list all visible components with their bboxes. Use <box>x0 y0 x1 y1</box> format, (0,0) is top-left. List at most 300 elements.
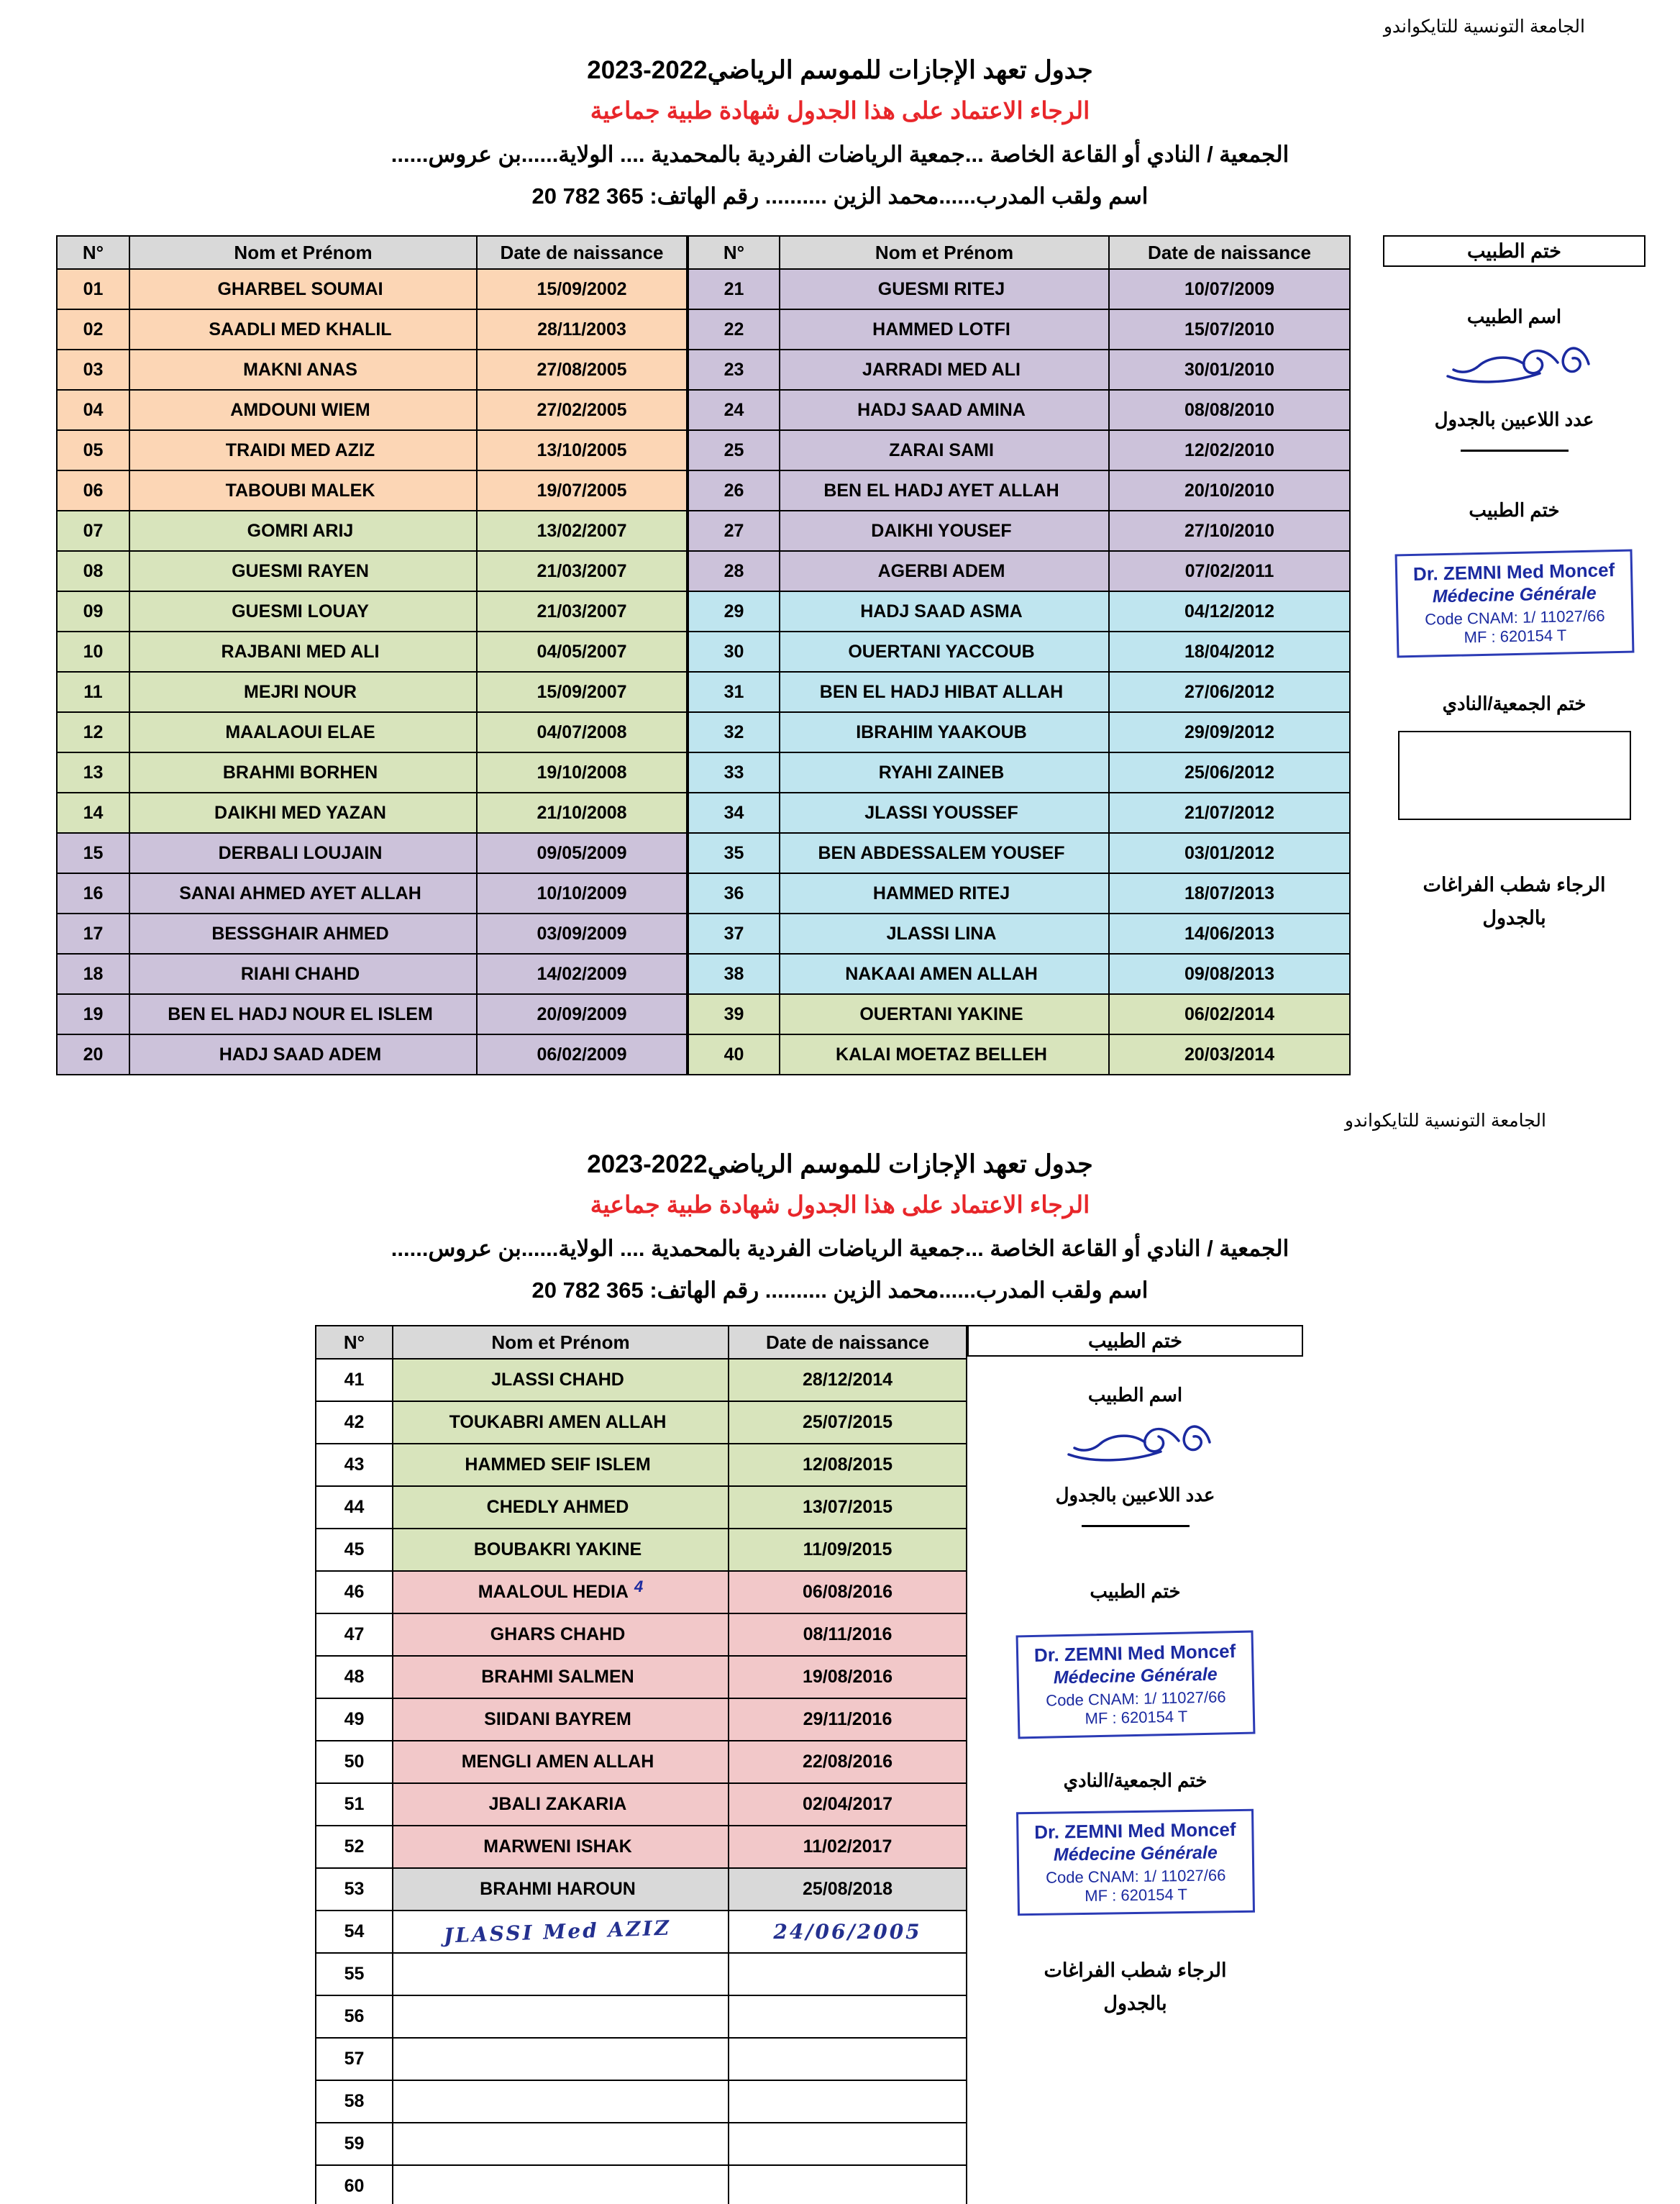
player-name: JLASSI Med AZIZ <box>443 1916 672 1948</box>
dob-cell: 19/07/2005 <box>477 470 687 511</box>
table-row <box>316 2038 967 2080</box>
row-number-cell: 06 <box>57 470 129 511</box>
table-row <box>57 350 687 390</box>
cross-out-blanks-note: الرجاء شطب الفراغات بالجدول <box>1044 1959 1227 2014</box>
row-number-cell: 27 <box>688 511 780 551</box>
player-name: AGERBI ADEM <box>877 560 1005 581</box>
table-row <box>688 833 1350 873</box>
table-row <box>688 390 1350 430</box>
doctor-stamp-label: ختم الطبيب <box>1090 1580 1181 1602</box>
name-cell <box>393 1741 729 1783</box>
name-header: Nom et Prénom <box>129 236 477 269</box>
player-name: RAJBANI MED ALI <box>221 641 380 662</box>
row-number-cell: 07 <box>57 511 129 551</box>
player-name: HAMMED LOTFI <box>872 319 1010 340</box>
player-name: GOMRI ARIJ <box>247 520 354 541</box>
stamp-mf: MF : 620154 T <box>1084 1707 1188 1728</box>
dob-cell: 29/11/2016 <box>729 1698 967 1741</box>
name-header: Nom et Prénom <box>393 1326 729 1359</box>
name-cell <box>780 793 1109 833</box>
table-row <box>688 672 1350 712</box>
row-number-cell: 01 <box>57 269 129 309</box>
dob-cell: 14/02/2009 <box>477 954 687 994</box>
club-line: الجمعية / النادي أو القاعة الخاصة ...جمعية الرياضات الفردية بالمحمدية .... الولاية......بن عروس...... <box>391 1236 1289 1261</box>
num-header: N° <box>688 236 780 269</box>
dob-cell: 21/07/2012 <box>1109 793 1350 833</box>
dob-cell: 21/03/2007 <box>477 591 687 632</box>
name-cell <box>393 1698 729 1741</box>
players-count-label: عدد اللاعبين بالجدول <box>1055 1484 1215 1506</box>
dob-cell: 11/02/2017 <box>729 1826 967 1868</box>
dob-cell: 06/02/2009 <box>477 1034 687 1075</box>
table-row <box>57 591 687 632</box>
name-cell <box>129 309 477 350</box>
row-number-cell: 59 <box>316 2123 393 2165</box>
player-name: DERBALI LOUJAIN <box>218 842 383 863</box>
player-name: RYAHI ZAINEB <box>878 762 1005 783</box>
table-row <box>316 1444 967 1486</box>
player-name: AMDOUNI WIEM <box>230 399 370 420</box>
row-number-cell: 49 <box>316 1698 393 1741</box>
name-cell <box>393 1529 729 1571</box>
header-row <box>316 1326 967 1359</box>
player-name: BESSGHAIR AHMED <box>211 923 389 944</box>
count-blank-line <box>1461 431 1569 452</box>
dob-cell: 25/08/2018 <box>729 1868 967 1911</box>
row-number-cell: 14 <box>57 793 129 833</box>
pen-mark: 4 <box>634 1577 644 1595</box>
name-cell <box>129 752 477 793</box>
stamp-cnam: Code CNAM: 1/ 11027/66 <box>1424 606 1605 629</box>
player-name: BRAHMI HAROUN <box>480 1879 636 1899</box>
table-row <box>316 2165 967 2204</box>
dob-cell: 24/06/2005 <box>729 1911 967 1953</box>
player-name: GUESMI LOUAY <box>232 601 369 621</box>
dob-cell: 27/06/2012 <box>1109 672 1350 712</box>
name-cell <box>780 752 1109 793</box>
player-name: HADJ SAAD AMINA <box>857 399 1026 420</box>
name-cell <box>780 430 1109 470</box>
table-row <box>688 954 1350 994</box>
row-number-cell: 36 <box>688 873 780 914</box>
section-2 <box>0 1075 1680 2204</box>
row-number-cell: 47 <box>316 1613 393 1656</box>
table-row <box>57 511 687 551</box>
row-number-cell: 54 <box>316 1911 393 1953</box>
table-row <box>688 511 1350 551</box>
table-row <box>316 1401 967 1444</box>
row-number-cell: 42 <box>316 1401 393 1444</box>
row-number-cell: 29 <box>688 591 780 632</box>
row-number-cell: 09 <box>57 591 129 632</box>
row-number-cell: 19 <box>57 994 129 1034</box>
club-doctor-stamp <box>1016 1809 1255 1916</box>
name-cell <box>780 873 1109 914</box>
table-row <box>688 470 1350 511</box>
org-name: الجامعة التونسية للتايكواندو <box>1344 1111 1546 1131</box>
stamp-specialty: Médecine Générale <box>1432 583 1597 607</box>
dob-cell: 14/06/2013 <box>1109 914 1350 954</box>
name-cell <box>393 1656 729 1698</box>
row-number-cell: 24 <box>688 390 780 430</box>
table-row <box>688 994 1350 1034</box>
row-number-cell: 26 <box>688 470 780 511</box>
player-name: TOUKABRI AMEN ALLAH <box>449 1412 667 1432</box>
table-row <box>316 1995 967 2038</box>
table-row <box>316 1529 967 1571</box>
player-name: JLASSI YOUSSEF <box>864 802 1018 823</box>
coach-label: اسم ولقب المدرب......محمد الزين .......... رقم الهاتف: <box>649 1278 1149 1303</box>
table-row <box>57 1034 687 1075</box>
dob-cell: 21/10/2008 <box>477 793 687 833</box>
dob-cell: 03/09/2009 <box>477 914 687 954</box>
doc-title: جدول تعهد الإجازات للموسم الرياضي2022-2023 <box>587 56 1093 84</box>
doctor-stamp <box>1394 550 1634 658</box>
name-cell <box>129 994 477 1034</box>
name-cell <box>129 632 477 672</box>
dob-cell: 08/08/2010 <box>1109 390 1350 430</box>
table-row <box>316 1953 967 1995</box>
table-row <box>57 914 687 954</box>
doctor-stamp <box>1015 1631 1255 1739</box>
table-row <box>57 632 687 672</box>
section-1 <box>0 0 1680 1075</box>
row-number-cell: 12 <box>57 712 129 752</box>
cross-out-blanks-note: الرجاء شطب الفراغات بالجدول <box>1423 874 1606 929</box>
table-row <box>57 873 687 914</box>
row-number-cell: 40 <box>688 1034 780 1075</box>
header-row <box>688 236 1350 269</box>
club-stamp-label: ختم الجمعية/النادي <box>1063 1770 1208 1791</box>
dob-cell: 10/10/2009 <box>477 873 687 914</box>
table-row <box>316 1571 967 1613</box>
dob-cell: 03/01/2012 <box>1109 833 1350 873</box>
doctor-name-label: اسم الطبيب <box>1466 306 1562 327</box>
dob-cell: 04/05/2007 <box>477 632 687 672</box>
row-number-cell: 15 <box>57 833 129 873</box>
dob-cell: 20/03/2014 <box>1109 1034 1350 1075</box>
name-cell <box>393 2080 729 2123</box>
table-row <box>316 1741 967 1783</box>
dob-cell: 18/04/2012 <box>1109 632 1350 672</box>
dob-cell: 04/07/2008 <box>477 712 687 752</box>
row-number-cell: 30 <box>688 632 780 672</box>
name-cell <box>780 309 1109 350</box>
name-cell <box>780 954 1109 994</box>
table-row <box>57 672 687 712</box>
row-number-cell: 60 <box>316 2165 393 2204</box>
player-name: HADJ SAAD ADEM <box>219 1044 382 1065</box>
dob-cell <box>729 1953 967 1995</box>
name-header: Nom et Prénom <box>780 236 1109 269</box>
name-cell <box>129 914 477 954</box>
player-name: GUESMI RAYEN <box>232 560 369 581</box>
table-row <box>688 269 1350 309</box>
row-number-cell: 34 <box>688 793 780 833</box>
stamp-specialty: Médecine Générale <box>1053 1664 1218 1688</box>
players-count-label: عدد اللاعبين بالجدول <box>1434 409 1594 430</box>
dob-header: Date de naissance <box>729 1326 967 1359</box>
table-row <box>316 1613 967 1656</box>
player-name: SIIDANI BAYREM <box>484 1709 631 1729</box>
name-cell <box>393 1911 729 1953</box>
row-number-cell: 23 <box>688 350 780 390</box>
club-stamp-label: ختم الجمعية/النادي <box>1442 693 1587 714</box>
doctor-signature <box>1432 334 1597 399</box>
player-name: BEN EL HADJ HIBAT ALLAH <box>819 681 1064 702</box>
name-cell <box>129 350 477 390</box>
doctor-signature <box>1053 1412 1218 1477</box>
header-row <box>57 236 687 269</box>
name-cell <box>393 1953 729 1995</box>
dob-cell: 25/06/2012 <box>1109 752 1350 793</box>
row-number-cell: 20 <box>57 1034 129 1075</box>
dob-cell: 08/11/2016 <box>729 1613 967 1656</box>
row-number-cell: 55 <box>316 1953 393 1995</box>
name-cell <box>393 1783 729 1826</box>
row-number-cell: 35 <box>688 833 780 873</box>
dob-cell: 30/01/2010 <box>1109 350 1350 390</box>
row-number-cell: 13 <box>57 752 129 793</box>
org-name: الجامعة التونسية للتايكواندو <box>1383 17 1585 37</box>
table-row <box>57 430 687 470</box>
player-name: HADJ SAAD ASMA <box>860 601 1023 621</box>
name-cell <box>780 551 1109 591</box>
table-row <box>57 309 687 350</box>
doctor-panel-1 <box>1383 235 1645 935</box>
player-name: NAKAAI AMEN ALLAH <box>845 963 1038 984</box>
dob-cell: 13/10/2005 <box>477 430 687 470</box>
name-cell <box>393 1995 729 2038</box>
name-cell <box>780 511 1109 551</box>
player-name: KALAI MOETAZ BELLEH <box>836 1044 1047 1065</box>
table-row <box>316 1656 967 1698</box>
name-cell <box>780 833 1109 873</box>
table-row <box>57 470 687 511</box>
club-line: الجمعية / النادي أو القاعة الخاصة ...جمعية الرياضات الفردية بالمحمدية .... الولاية......بن عروس...... <box>391 142 1289 167</box>
dob-cell: 20/10/2010 <box>1109 470 1350 511</box>
name-cell <box>129 833 477 873</box>
name-cell <box>780 914 1109 954</box>
phone-number: 20 782 365 <box>531 1278 644 1303</box>
dob-cell: 02/04/2017 <box>729 1783 967 1826</box>
name-cell <box>393 1401 729 1444</box>
stamp-name: Dr. ZEMNI Med Moncef <box>1033 1818 1236 1843</box>
dob-cell: 10/07/2009 <box>1109 269 1350 309</box>
row-number-cell: 39 <box>688 994 780 1034</box>
row-number-cell: 50 <box>316 1741 393 1783</box>
table-row <box>316 1911 967 1953</box>
name-cell <box>393 1571 729 1613</box>
dob-cell: 06/08/2016 <box>729 1571 967 1613</box>
player-name: TRAIDI MED AZIZ <box>225 440 375 460</box>
name-cell <box>393 1613 729 1656</box>
row-number-cell: 18 <box>57 954 129 994</box>
medical-certificate-note: الرجاء الاعتماد على هذا الجدول شهادة طبية جماعية <box>590 97 1090 124</box>
name-cell <box>780 470 1109 511</box>
player-name: MAALOUL HEDIA <box>478 1582 629 1602</box>
row-number-cell: 22 <box>688 309 780 350</box>
row-number-cell: 25 <box>688 430 780 470</box>
table-row <box>688 350 1350 390</box>
roster-table-bottom <box>315 1325 967 2204</box>
dob-cell: 15/07/2010 <box>1109 309 1350 350</box>
count-blank-line <box>1082 1506 1190 1527</box>
player-name: BRAHMI SALMEN <box>481 1667 634 1687</box>
row-number-cell: 21 <box>688 269 780 309</box>
name-cell <box>129 712 477 752</box>
row-number-cell: 37 <box>688 914 780 954</box>
dob-cell: 28/12/2014 <box>729 1359 967 1401</box>
table-row <box>57 752 687 793</box>
table-row <box>688 793 1350 833</box>
name-cell <box>129 390 477 430</box>
player-name: MENGLI AMEN ALLAH <box>461 1752 654 1772</box>
doctor-name-label: اسم الطبيب <box>1087 1384 1183 1406</box>
player-name: JARRADI MED ALI <box>862 359 1021 380</box>
player-name: DAIKHI MED YAZAN <box>214 802 386 823</box>
row-number-cell: 10 <box>57 632 129 672</box>
row-number-cell: 31 <box>688 672 780 712</box>
dob-cell: 13/02/2007 <box>477 511 687 551</box>
name-cell <box>780 994 1109 1034</box>
dob-cell <box>729 2165 967 2204</box>
dob-cell: 18/07/2013 <box>1109 873 1350 914</box>
row-number-cell: 58 <box>316 2080 393 2123</box>
table-row <box>688 632 1350 672</box>
name-cell <box>129 470 477 511</box>
table-row <box>688 1034 1350 1075</box>
player-name: JLASSI CHAHD <box>491 1370 624 1390</box>
dob-cell: 13/07/2015 <box>729 1486 967 1529</box>
name-cell <box>129 269 477 309</box>
coach-label: اسم ولقب المدرب......محمد الزين .......... رقم الهاتف: <box>649 183 1149 209</box>
row-number-cell: 04 <box>57 390 129 430</box>
table-row <box>688 873 1350 914</box>
num-header: N° <box>316 1326 393 1359</box>
dob-cell: 15/09/2002 <box>477 269 687 309</box>
player-name: BRAHMI BORHEN <box>222 762 378 783</box>
stamp-name: Dr. ZEMNI Med Moncef <box>1033 1640 1236 1666</box>
table-row <box>688 914 1350 954</box>
dob-cell: 25/07/2015 <box>729 1401 967 1444</box>
player-name: BEN EL HADJ AYET ALLAH <box>823 480 1059 501</box>
table-row <box>316 1698 967 1741</box>
row-number-cell: 44 <box>316 1486 393 1529</box>
row-number-cell: 51 <box>316 1783 393 1826</box>
dob-header: Date de naissance <box>1109 236 1350 269</box>
player-name: GUESMI RITEJ <box>877 278 1005 299</box>
name-cell <box>129 551 477 591</box>
dob-cell: 22/08/2016 <box>729 1741 967 1783</box>
coach-line <box>0 1278 1680 1303</box>
roster-area-2 <box>315 1325 1680 2204</box>
dob-cell: 04/12/2012 <box>1109 591 1350 632</box>
row-number-cell: 53 <box>316 1868 393 1911</box>
row-number-cell: 11 <box>57 672 129 712</box>
roster-area-1 <box>56 235 1680 1075</box>
row-number-cell: 03 <box>57 350 129 390</box>
player-name: IBRAHIM YAAKOUB <box>856 721 1027 742</box>
coach-line <box>0 183 1680 209</box>
table-row <box>57 712 687 752</box>
name-cell <box>780 712 1109 752</box>
name-cell <box>780 269 1109 309</box>
player-name: TABOUBI MALEK <box>225 480 375 501</box>
dob-cell <box>729 2080 967 2123</box>
player-name: HAMMED SEIF ISLEM <box>465 1454 651 1475</box>
dob-header: Date de naissance <box>477 236 687 269</box>
row-number-cell: 41 <box>316 1359 393 1401</box>
player-name: MAALAOUI ELAE <box>225 721 375 742</box>
row-number-cell: 45 <box>316 1529 393 1571</box>
name-cell <box>393 1359 729 1401</box>
dob-cell: 29/09/2012 <box>1109 712 1350 752</box>
doc-title: جدول تعهد الإجازات للموسم الرياضي2022-2023 <box>587 1150 1093 1178</box>
table-row <box>688 430 1350 470</box>
dob-cell <box>729 2123 967 2165</box>
name-cell <box>780 350 1109 390</box>
club-stamp-box <box>1398 731 1631 820</box>
name-cell <box>393 1486 729 1529</box>
row-number-cell: 28 <box>688 551 780 591</box>
name-cell <box>780 672 1109 712</box>
player-name: OUERTANI YACCOUB <box>848 641 1035 662</box>
name-cell <box>129 430 477 470</box>
dob-cell: 15/09/2007 <box>477 672 687 712</box>
table-row <box>688 591 1350 632</box>
player-name: HAMMED RITEJ <box>872 883 1010 903</box>
dob-cell: 12/08/2015 <box>729 1444 967 1486</box>
player-name: ZARAI SAMI <box>889 440 994 460</box>
row-number-cell: 38 <box>688 954 780 994</box>
name-cell <box>393 2038 729 2080</box>
player-name: GHARS CHAHD <box>490 1624 626 1644</box>
table-row <box>316 2080 967 2123</box>
name-cell <box>780 390 1109 430</box>
table-row <box>316 2123 967 2165</box>
player-name: SAADLI MED KHALIL <box>209 319 392 340</box>
stamp-cnam: Code CNAM: 1/ 11027/66 <box>1045 1866 1226 1887</box>
row-number-cell: 16 <box>57 873 129 914</box>
name-cell <box>780 1034 1109 1075</box>
stamp-cnam: Code CNAM: 1/ 11027/66 <box>1045 1688 1226 1710</box>
table-row <box>316 1783 967 1826</box>
dob-cell: 07/02/2011 <box>1109 551 1350 591</box>
dob-cell: 27/08/2005 <box>477 350 687 390</box>
dob-cell <box>729 2038 967 2080</box>
num-header: N° <box>57 236 129 269</box>
name-cell <box>780 632 1109 672</box>
name-cell <box>780 591 1109 632</box>
player-name: GHARBEL SOUMAI <box>217 278 383 299</box>
doctor-panel-2 <box>967 1325 1303 2021</box>
row-number-cell: 56 <box>316 1995 393 2038</box>
row-number-cell: 48 <box>316 1656 393 1698</box>
stamp-name: Dr. ZEMNI Med Moncef <box>1412 559 1615 585</box>
dob-cell: 21/03/2007 <box>477 551 687 591</box>
row-number-cell: 33 <box>688 752 780 793</box>
name-cell <box>393 2123 729 2165</box>
row-number-cell: 17 <box>57 914 129 954</box>
name-cell <box>393 1444 729 1486</box>
player-name: MARWENI ISHAK <box>483 1836 632 1857</box>
dob-cell: 06/02/2014 <box>1109 994 1350 1034</box>
dob-cell: 20/09/2009 <box>477 994 687 1034</box>
dob-cell: 27/02/2005 <box>477 390 687 430</box>
player-name: SANAI AHMED AYET ALLAH <box>179 883 421 903</box>
doctor-stamp-header: ختم الطبيب <box>1383 235 1645 267</box>
